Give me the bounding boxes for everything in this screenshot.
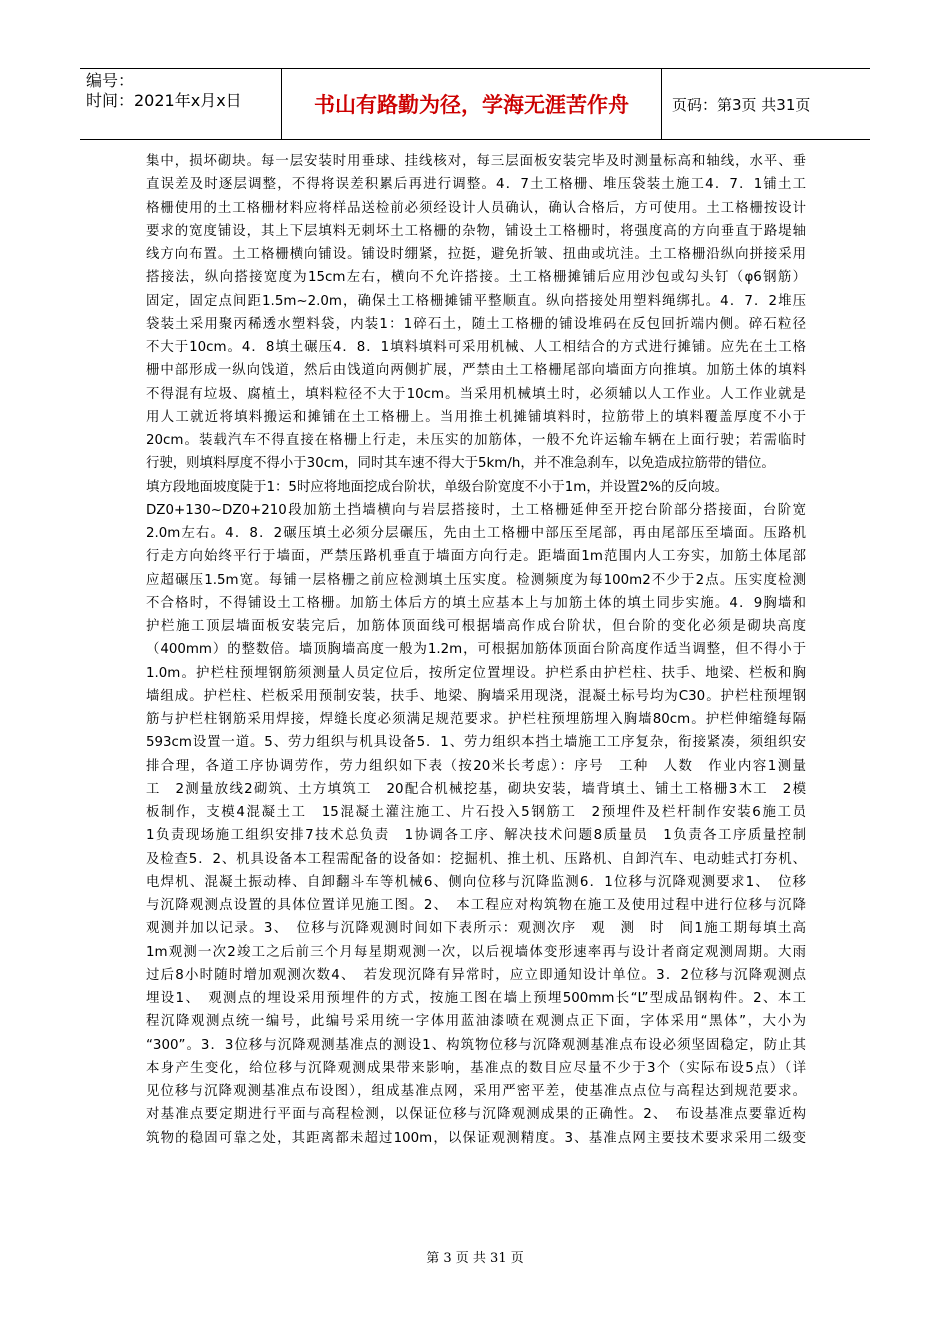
text-line: 排合理，各道工序协调劳作，劳力组织如下表（按20米长考虑）：序号 工种 人数 作业内容1测量 [146,758,806,774]
text-line: 袋装土采用聚丙稀透水塑料袋，内装1：1碎石土，随土工格栅的铺设堆码在反包回折端内侧。碎石粒径 [146,316,806,332]
number-label: 编号： [86,71,135,90]
text-line: 集中，损坏砌块。每一层安装时用垂球、挂线核对，每三层面板安装完毕及时测量标高和轴线，水平、垂 [146,154,806,169]
text-line: 板制作，支模4混凝土工 15混凝土灌注施工、片石投入5钢筋工 2预埋件及栏杆制作安装6施工员 [146,805,806,820]
header-table [80,68,870,140]
text-line: 用人工就近将填料搬运和摊铺在土工格栅上。当用推土机摊铺填料时，拉筋带上的填料覆盖厚度不小于 [146,409,806,425]
text-line: 20cm。装载汽车不得直接在格栅上行走，未压实的加筋体，一般不允许运输车辆在上面行驶；若需临时 [146,433,806,448]
text-line: 与沉降观测点设置的具体位置详见施工图。2、 本工程应对构筑物在施工及使用过程中进行位移与沉降 [146,898,806,913]
text-line: 1.0m。护栏柱预埋钢筋须测量人员定位后，按所定位置埋设。护栏系由护栏柱、扶手、地梁、栏板和胸 [146,665,806,681]
time-label: 时间：2021年x月x日 [86,91,242,110]
text-line: 观测并加以记录。3、 位移与沉降观测时间如下表所示：观测次序 观 测 时 间1施工期每填土高 [146,921,806,937]
text-line: 筋与护栏柱钢筋采用焊接，焊缝长度必须满足规范要求。护栏柱预埋筋埋入胸墙80cm。护栏伸缩缝每隔 [146,712,806,727]
text-line: 本身产生变化，给位移与沉降观测成果带来影响，基准点的数目应尽量不少于3个（实际布设5点）（详 [146,1060,806,1076]
text-line: “300”。3．3位移与沉降观测基准点的测设1、构筑物位移与沉降观测基准点布设必须坚固稳定，防止其 [146,1037,806,1053]
text-line: 2.0m左右。4．8．2碾压填土必须分层碾压，先由土工格栅中部压至尾部，再由尾部压至墙面。压路机 [146,526,806,541]
text-line: 格栅使用的土工格栅材料应将样品送检前必须经设计人员确认，确认合格后，方可使用。土工格栅按设计 [146,200,806,216]
body-text [146,150,806,1150]
text-line: 工 2测量放线2砌筑、土方填筑工 20配合机械挖基，砌块安装，墙背填土、铺土工格栅3木工 2模 [146,781,806,797]
text-line: 应超碾压1.5m宽。每铺一层格栅之前应检测填土压实度。检测频度为每100m2不少于2点。压实度检测 [146,572,806,588]
text-line: 不得混有垃圾、腐植土，填料粒径不大于10cm。当采用机械填土时，必须辅以人工作业。人工作业就是 [146,386,806,402]
text-line: 593cm设置一道。5、劳力组织与机具设备5．1、劳力组织本挡土墙施工工序复杂，衔接紧凑，须组织安 [146,735,806,751]
text-line: 筑物的稳固可靠之处，其距离都未超过100m，以保证观测精度。3、基准点网主要技术要求采用二级变 [146,1130,806,1146]
header-info-cell [80,69,282,139]
motto-text: 书山有路勤为径，学海无涯苦作舟 [314,93,629,117]
text-line: 要求的宽度铺设，其上下层填料无刺坏土工格栅的杂物，铺设土工格栅时，将强度高的方向垂直于路堤轴 [146,223,806,239]
text-line: 埋设1、 观测点的埋设采用预埋件的方式，按施工图在墙上预埋500mm长“L”型成品钢构件。2、本工 [146,991,806,1006]
text-line: 对基准点要定期进行平面与高程检测，以保证位移与沉降观测成果的正确性。2、 布设基准点要靠近构 [146,1107,806,1123]
text-line: 不合格时，不得铺设土工格栅。加筋土体后方的填土应基本上与加筋土体的填土同步实施。4．9胸墙和 [146,595,806,611]
text-line: 固定，固定点间距1.5m~2.0m，确保土工格栅摊铺平整顺直。纵向搭接处用塑料绳绑扎。4．7．2堆压 [146,293,806,309]
text-line: DZ0+130~DZ0+210段加筋土挡墙横向与岩层搭接时，土工格栅延伸至开挖台阶部分搭接面，台阶宽 [146,502,806,518]
text-line: 护栏施工顶层墙面板安装完后，加筋体顶面线可根据墙高作成台阶状，但台阶的变化必须是砌块高度 [146,619,806,634]
page-number-cell [662,69,870,139]
text-line: 栅中部形成一纵向饯道，然后由饯道向两侧扩展，严禁由土工格栅尾部向墙面方向推填。加筋土体的填料 [146,363,806,379]
text-line: 过后8小时随时增加观测次数4、 若发现沉降有异常时，应立即通知设计单位。3．2位移与沉降观测点 [146,967,806,983]
text-line: 1m观测一次2竣工之后前三个月每星期观测一次，以后视墙体变形速率再与设计者商定观测周期。大雨 [146,944,806,960]
text-line: 行驶，则填料厚度不得小于30cm，同时其车速不得大于5km/h，并不准急刹车，以免造成拉筋带的错位。 [146,456,775,472]
text-line: 搭接法，纵向搭接宽度为15cm左右，横向不允许搭接。土工格栅摊铺后应用沙包或勾头钉（φ6钢筋） [146,270,806,286]
page-number-label: 页码：第3页 共31页 [672,95,811,114]
text-line: 及检查5．2、机具设备本工程需配备的设备如：挖掘机、推土机、压路机、自卸汽车、电动蛙式打夯机、 [146,851,806,867]
text-line: 1负责现场施工组织安排7技术总负责 1协调各工序、解决技术问题8质量员 1负责各工序质量控制 [146,828,806,844]
motto-cell [282,69,662,139]
text-line: 行走方向始终平行于墙面，严禁压路机垂直于墙面方向行走。距墙面1m范围内人工夯实，加筋土体尾部 [146,549,806,565]
text-line: 直误差及时逐层调整，不得将误差积累后再进行调整。4．7土工格栅、堆压袋装土施工4．7．1铺土工 [146,177,806,193]
text-line: （400mm）的整数倍。墙顶胸墙高度一般为1.2m，可根据加筋体顶面台阶高度作适当调整，但不得小于 [146,642,806,658]
text-line: 填方段地面坡度陡于1：5时应将地面挖成台阶状，单级台阶宽度不小于1m，并设置2%的反向坡。 [146,479,729,495]
text-line: 电焊机、混凝土振动棒、自卸翻斗车等机械6、侧向位移与沉降监测6．1位移与沉降观测要求1、 位移 [146,874,806,890]
text-line: 不大于10cm。4．8填土碾压4．8．1填料填料可采用机械、人工相结合的方式进行摊铺。应先在土工格 [146,340,806,355]
text-line: 程沉降观测点统一编号，此编号采用统一字体用蓝油漆喷在观测点正下面，字体采用“黑体”，大小为 [146,1014,806,1030]
page-footer: 第 3 页 共 31 页 [426,1251,524,1266]
text-line: 墙组成。护栏柱、栏板采用预制安装，扶手、地梁、胸墙采用现浇，混凝土标号均为C30。护栏柱预埋钢 [146,688,806,704]
text-line: 线方向布置。土工格栅横向铺设。铺设时绷紧，拉挺，避免折皱、扭曲或坑洼。土工格栅沿纵向拼接采用 [146,247,806,262]
text-line: 见位移与沉降观测基准点布设图），组成基准点网，采用严密平差，使基准点点位与高程达到规范要求。 [146,1084,806,1099]
